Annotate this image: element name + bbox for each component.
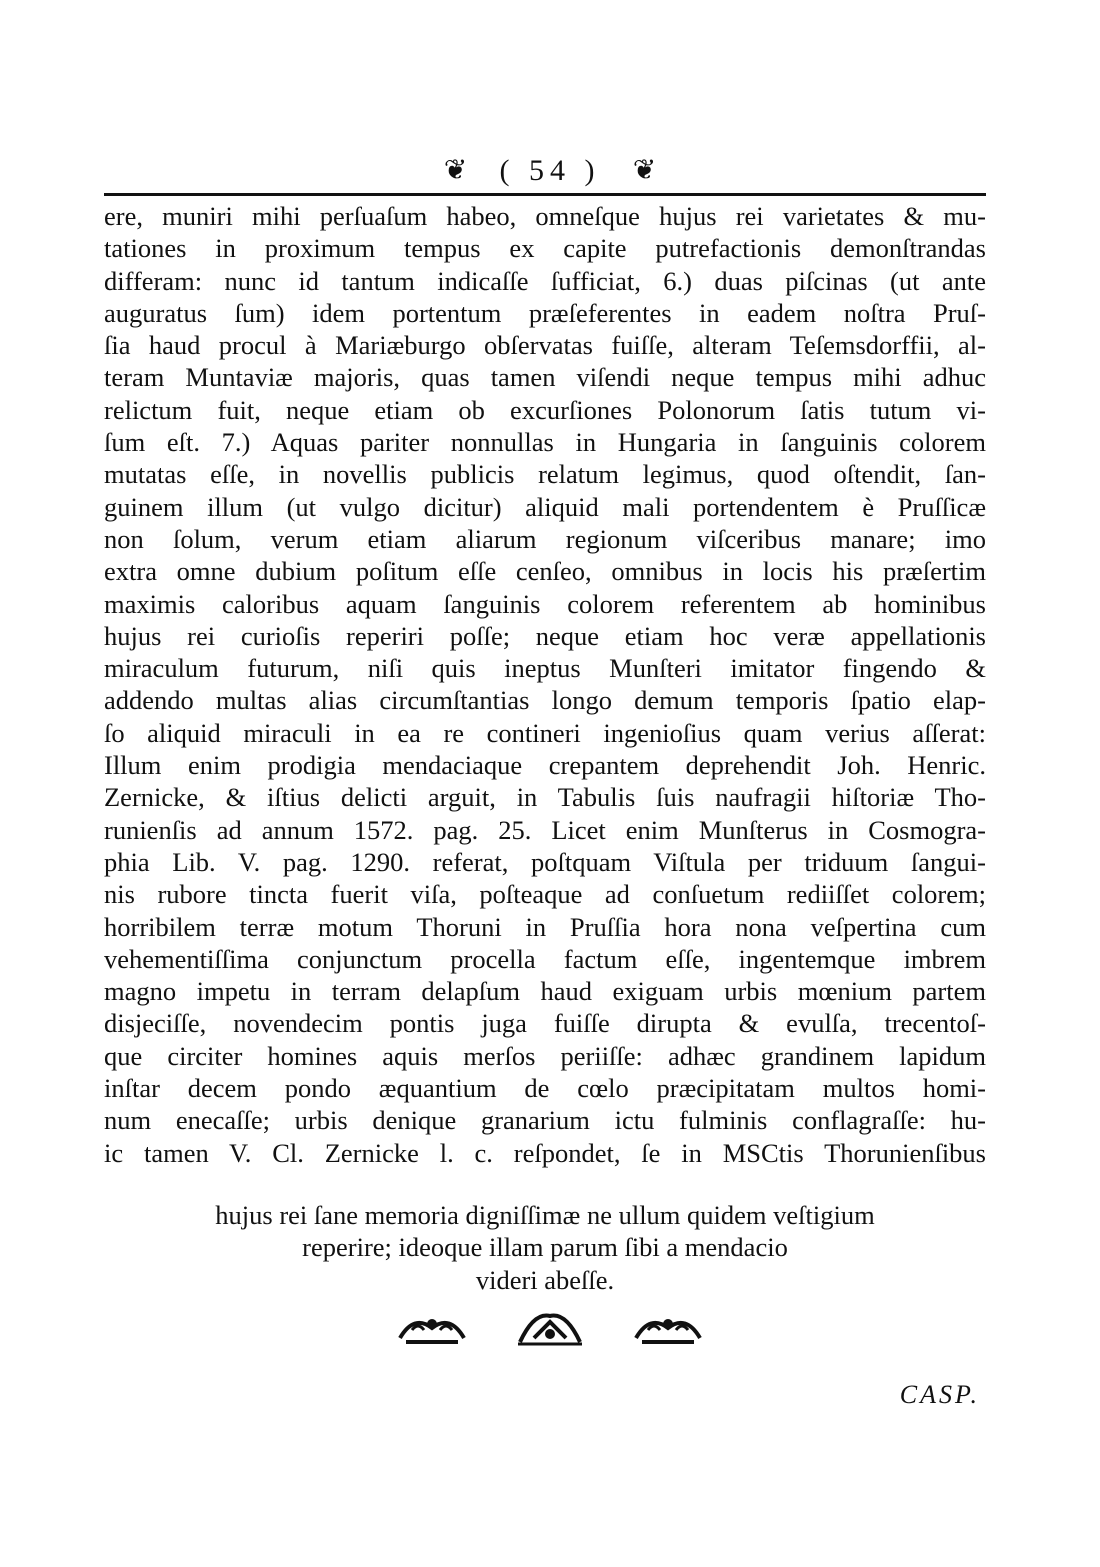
text-line: num enecaſſe; urbis denique granarium ictu fulminis conflagraſſe: hu- <box>104 1105 986 1136</box>
body-text <box>104 200 986 1169</box>
fleuron-icon: ❦ <box>443 155 468 186</box>
text-line: hujus rei curioſis reperiri poſſe; neque etiam hoc veræ appellationis <box>104 620 986 651</box>
text-line: teram Muntaviæ majoris, quas tamen viſendi neque tempus mihi adhuc <box>104 362 986 393</box>
closing-text-line: videri abeſſe. <box>475 1264 615 1295</box>
text-line: vehementiſſima conjunctum procella factum eſſe, ingentemque imbrem <box>104 943 986 974</box>
text-line: maximis caloribus aquam ſanguinis colorem referentem ab hominibus <box>104 588 986 619</box>
catchword: CASP. <box>899 1380 980 1409</box>
text-line: magno impetu in terram delapſum haud exiguam urbis mœnium partem <box>104 976 986 1007</box>
text-line: differam: nunc id tantum indicaſſe ſufficiat, 6.) duas piſcinas (ut ante <box>104 265 986 296</box>
page-number: ( 54 ) <box>499 154 601 187</box>
running-header <box>0 150 1100 192</box>
tailpiece-ornament <box>0 1308 1100 1352</box>
text-line: ſum eſt. 7.) Aquas pariter nonnullas in Hungaria in ſanguinis colorem <box>104 427 986 458</box>
text-line: extra omne dubium poſitum eſſe cenſeo, omnibus in locis his præſertim <box>104 556 986 587</box>
tailpiece-left-icon <box>396 1308 468 1348</box>
closing-text-line: hujus rei ſane memoria digniſſimæ ne ullum quidem veſtigium <box>215 1200 875 1230</box>
text-line: miraculum futurum, niſi quis ineptus Munſteri imitator fingendo & <box>104 653 986 684</box>
text-line: horribilem terræ motum Thoruni in Pruſſia hora nona veſpertina cum <box>104 911 986 942</box>
text-line: mutatas eſſe, in novellis publicis relatum legimus, quod oſtendit, ſan- <box>104 459 986 490</box>
text-line: que circiter homines aquis merſos periiſſe: adhæc grandinem lapidum <box>104 1040 986 1071</box>
text-line: inſtar decem pondo æquantium de cœlo præcipitatam multos homi- <box>104 1073 986 1104</box>
text-line: ere, muniri mihi perſuaſum habeo, omneſque hujus rei varietates & mu- <box>104 201 986 231</box>
text-line: disjeciſſe, novendecim pontis juga fuiſſe dirupta & evulſa, trecentoſ- <box>104 1008 986 1039</box>
text-line: phia Lib. V. pag. 1290. referat, poſtquam Viſtula per triduum ſangui- <box>104 846 986 877</box>
text-line: tationes in proximum tempus ex capite putrefactionis demonſtrandas <box>104 233 986 264</box>
tailpiece-right-icon <box>632 1308 704 1348</box>
text-line: non ſolum, verum etiam aliarum regionum viſceribus manare; imo <box>104 523 986 554</box>
text-line: Zernicke, & iſtius delicti arguit, in Tabulis ſuis naufragii hiſtoriæ Tho- <box>104 782 986 813</box>
text-line: relictum fuit, neque etiam ob excurſiones Polonorum ſatis tutum vi- <box>104 394 986 425</box>
header-rule <box>104 193 986 196</box>
text-line: guinem illum (ut vulgo dicitur) aliquid mali portendentem è Pruſſicæ <box>104 491 986 522</box>
text-line: auguratus ſum) idem portentum præſeferentes in eadem noſtra Pruſ- <box>104 297 986 328</box>
closing-lines <box>104 1199 986 1296</box>
text-line: nis rubore tincta fuerit viſa, poſteaque ad conſuetum rediiſſet colorem; <box>104 879 986 910</box>
text-line: addendo multas alias circumſtantias longo demum temporis ſpatio elap- <box>104 685 986 716</box>
text-line: ſo aliquid miraculi in ea re contineri ingenioſius quam verius aſſerat: <box>104 717 986 748</box>
text-line: Illum enim prodigia mendaciaque crepantem deprehendit Joh. Henric. <box>104 750 986 781</box>
text-line: ic tamen V. Cl. Zernicke l. c. reſpondet, ſe in MSCtis Thorunienſibus <box>104 1137 986 1168</box>
text-line: ſia haud procul à Mariæburgo obſervatas fuiſſe, alteram Teſemsdorffii, al- <box>104 330 986 361</box>
fleuron-icon: ❦ <box>632 155 657 186</box>
tailpiece-center-icon <box>514 1308 586 1348</box>
text-line: runienſis ad annum 1572. pag. 25. Licet enim Munſterus in Cosmogra- <box>104 814 986 845</box>
closing-text-line: reperire; ideoque illam parum ſibi a mendacio <box>302 1232 788 1263</box>
